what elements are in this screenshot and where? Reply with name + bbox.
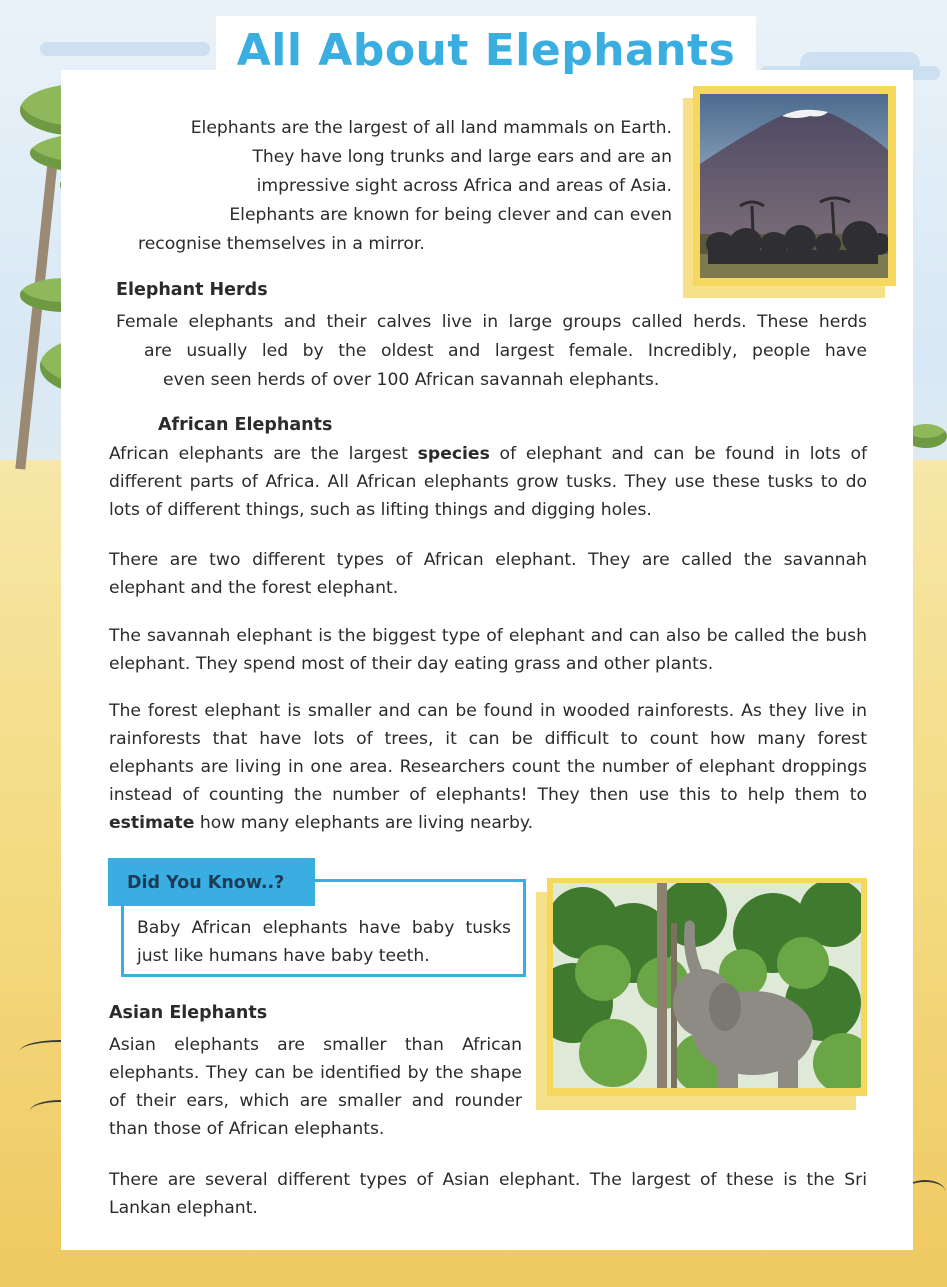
herds-line: even seen herds of over 100 African savannah elephants. xyxy=(163,370,660,390)
african-paragraph-3: The savannah elephant is the biggest type of elephant and can also be called the bush elephant. They spend most of their day eating grass and other plants. xyxy=(109,626,867,674)
kilimanjaro-elephants-photo xyxy=(700,94,888,278)
intro-line: recognise themselves in a mirror. xyxy=(138,234,425,254)
intro-line: They have long trunks and large ears and are an xyxy=(252,147,672,167)
african-p4-text: The forest elephant is smaller and can be found in wooded rainforests. As they live in rainforests that have lots of trees, it can be difficult to count how many forest elephants are living in one area. Researchers count the number of elephant droppings instead of counting the number of elephants! They then use this to help them to xyxy=(109,701,867,805)
intro-line: Elephants are known for being clever and can even xyxy=(229,205,672,225)
african-paragraph-4 xyxy=(109,697,867,837)
species-keyword: species xyxy=(417,444,490,464)
asian-heading: Asian Elephants xyxy=(109,1003,268,1023)
intro-line: Elephants are the largest of all land mammals on Earth. xyxy=(190,118,672,138)
herds-heading: Elephant Herds xyxy=(116,280,268,300)
african-p1-text: African elephants are the largest xyxy=(109,444,418,464)
african-paragraph-2: There are two different types of African elephant. They are called the savannah elephant and the forest elephant. xyxy=(109,550,867,598)
page-title: All About Elephants xyxy=(236,25,736,76)
estimate-keyword: estimate xyxy=(109,813,195,833)
african-paragraph-1 xyxy=(109,440,867,524)
kilimanjaro-photo-frame xyxy=(683,86,896,298)
cloud xyxy=(40,42,210,56)
did-you-know-text: Baby African elephants have baby tusks just like humans have baby teeth. xyxy=(137,918,511,966)
african-heading: African Elephants xyxy=(158,415,333,435)
asian-paragraph-1: Asian elephants are smaller than African elephants. They can be identified by the shape of their ears, which are smaller and rounder than those of African elephants. xyxy=(109,1035,522,1139)
african-p1-text: of elephant and can be found in lots of different parts of Africa. All African elephants grow tusks. They use these tusks to do lots of different things, such as lifting things and digging holes. xyxy=(109,444,868,520)
intro-line: impressive sight across Africa and areas of Asia. xyxy=(256,176,672,196)
asian-elephant-photo xyxy=(553,883,861,1088)
asian-elephant-photo-frame xyxy=(536,878,867,1110)
herds-line: Female elephants and their calves live in large groups called herds. These herds xyxy=(116,312,867,332)
asian-paragraph-2: There are several different types of Asian elephant. The largest of these is the Sri Lankan elephant. xyxy=(109,1170,867,1218)
herds-line: are usually led by the oldest and largest female. Incredibly, people have xyxy=(144,341,867,361)
did-you-know-title: Did You Know..? xyxy=(127,873,285,893)
african-p4-text: how many elephants are living nearby. xyxy=(194,813,534,833)
